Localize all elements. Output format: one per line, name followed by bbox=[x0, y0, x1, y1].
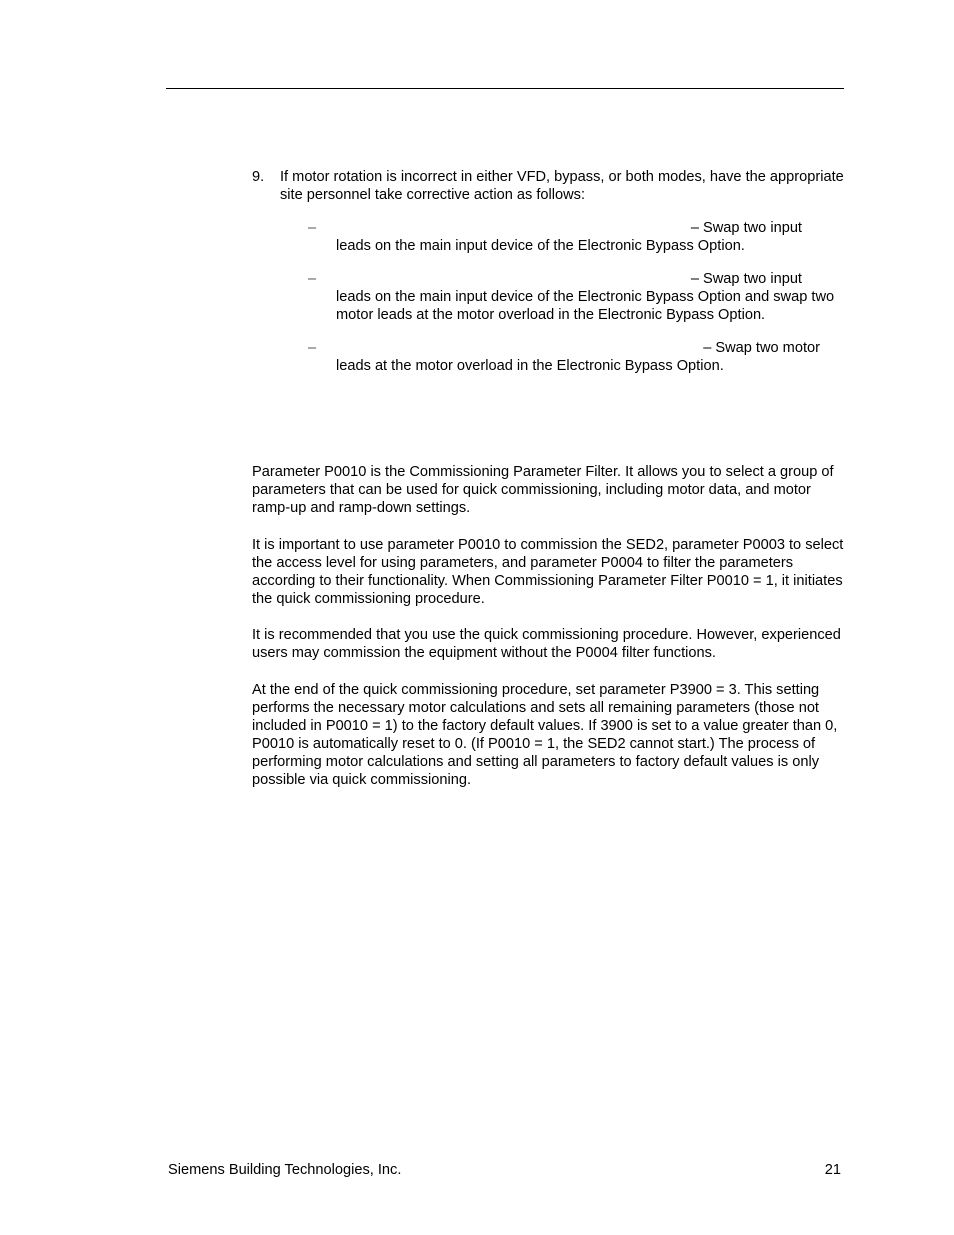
bullet-dash: – bbox=[308, 340, 317, 356]
bullet-item-vfd bbox=[308, 339, 844, 375]
bullet-text: leads at the motor overload in the Electronic Bypass Option. bbox=[336, 358, 724, 374]
footer-page-number: 21 bbox=[824, 1162, 841, 1178]
paragraph-commissioning-filter: Parameter P0010 is the Commissioning Parameter Filter. It allows you to select a group of parameters that can be used for quick commissioning, including motor data, and motor ramp-up and ramp-down settings. bbox=[252, 464, 834, 516]
bullet-first-line: – Swap two motor bbox=[703, 340, 820, 356]
bullet-item-vfd-bypass bbox=[308, 219, 844, 255]
bullet-item-bypass bbox=[308, 270, 844, 324]
step-9 bbox=[252, 168, 844, 204]
bullet-dash: – bbox=[308, 220, 317, 236]
paragraph-parameter-usage: It is important to use parameter P0010 to commission the SED2, parameter P0003 to select the access level for using parameters, and parameter P0004 to filter the parameters according to their functionality. When Commissioning Parameter Filter P0010 = 1, it initiates the quick commissioning procedure. bbox=[252, 537, 844, 607]
footer-company: Siemens Building Technologies, Inc. bbox=[168, 1162, 402, 1178]
step-number: 9. bbox=[252, 169, 265, 185]
header-rule bbox=[166, 88, 844, 89]
paragraph-recommendation: It is recommended that you use the quick commissioning procedure. However, experienced users may commission the equipment without the P0004 filter functions. bbox=[252, 627, 841, 661]
bullet-first-line: – Swap two input bbox=[690, 271, 802, 287]
bullet-dash: – bbox=[308, 271, 317, 287]
step-text: If motor rotation is incorrect in either VFD, bypass, or both modes, have the appropriate site personnel take corrective action as follows: bbox=[280, 169, 844, 203]
bullet-first-line: – Swap two input bbox=[690, 220, 802, 236]
bullet-text: leads on the main input device of the Electronic Bypass Option and swap two motor leads at the motor overload in the Electronic Bypass Option. bbox=[336, 289, 835, 323]
bullet-text: leads on the main input device of the Electronic Bypass Option. bbox=[336, 238, 745, 254]
paragraph-end-procedure: At the end of the quick commissioning procedure, set parameter P3900 = 3. This setting performs the necessary motor calculations and sets all remaining parameters (those not included in P0010 = 1) to the factory default values. If 3900 is set to a value greater than 0, P0010 is automatically reset to 0. (If P0010 = 1, the SED2 cannot start.) The process of performing motor calculations and setting all parameters to factory default values is only possible via quick commissioning. bbox=[252, 682, 838, 788]
